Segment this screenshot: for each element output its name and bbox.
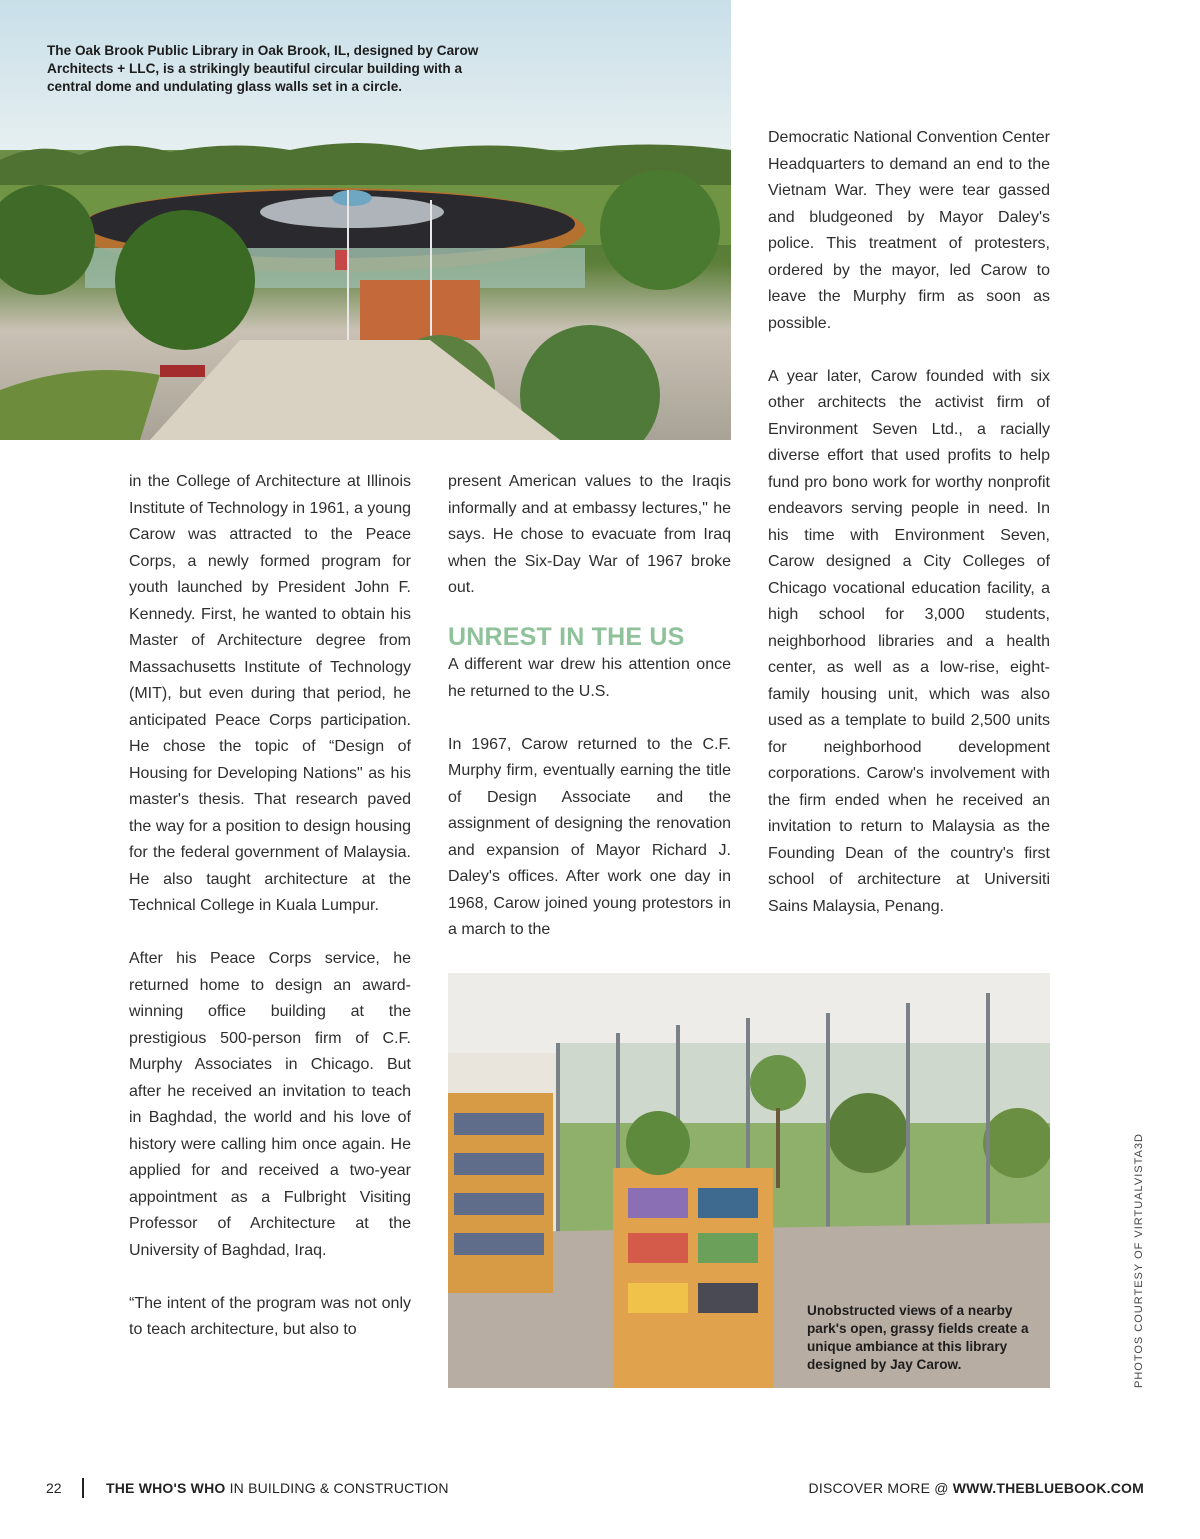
library-exterior-photo <box>0 0 731 440</box>
publication-name <box>106 1480 449 1496</box>
footer-divider <box>82 1478 84 1498</box>
article-column-2 <box>448 469 731 970</box>
library-interior-photo <box>448 973 1050 1388</box>
article-column-1 <box>129 469 411 1370</box>
paragraph: After his Peace Corps service, he returned home to design an award-winning office building at the prestigious 500-person firm of C.F. Murphy Associates in Chicago. But after he received an invitation to teach in Baghdad, the world and his love of history were calling him once again. He applied for and received a two-year appointment as a Fulbright Visiting Professor of Architecture at the University of Baghdad, Iraq. <box>129 950 411 1259</box>
paragraph: in the College of Architecture at Illinois Institute of Technology in 1961, a young Carow was attracted to the Peace Corps, a newly formed program for youth launched by President John F. Kennedy. First, he wanted to obtain his Master of Architecture degree from Massachusetts Institute of Technology (MIT), but even during that period, he anticipated Peace Corps participation. He chose the topic of “Design of Housing for Developing Nations" as his master's thesis. That research paved the way for a position to design housing for the federal government of Malaysia. He also taught architecture at the Technical College in Kuala Lumpur. <box>129 473 411 914</box>
article-column-3 <box>768 125 1050 947</box>
page-number: 22 <box>46 1480 62 1496</box>
paragraph: In 1967, Carow returned to the C.F. Murphy firm, eventually earning the title of Design Associate and the assignment of designing the renovation and expansion of Mayor Richard J. Daley's offices. After work one day in 1968, Carow joined young protestors in a march to the <box>448 735 731 938</box>
page-footer <box>0 1476 1200 1500</box>
bottom-photo-caption: Unobstructed views of a nearby park's open, grassy fields create a unique ambiance at this library designed by Jay Carow. <box>807 1303 1029 1372</box>
discover-more <box>809 1480 1144 1496</box>
top-photo-caption: The Oak Brook Public Library in Oak Brook, IL, designed by Carow Architects + LLC, is a strikingly beautiful circular building with a central dome and undulating glass walls set in a circle. <box>47 43 479 94</box>
paragraph: present American values to the Iraqis informally and at embassy lectures," he says. He chose to evacuate from Iraq when the Six-Day War of 1967 broke out. <box>448 473 731 596</box>
website-link[interactable]: WWW.THEBLUEBOOK.COM <box>952 1480 1144 1496</box>
publication-name-rest: IN BUILDING & CONSTRUCTION <box>225 1480 449 1496</box>
paragraph: A year later, Carow founded with six other architects the activist firm of Environment Seven Ltd., a racially diverse effort that used profits to help fund pro bono work for worthy nonprofit endeavors serving people in need. In his time with Environment Seven, Carow designed a City Colleges of Chicago vocational education facility, a high school for 3,000 students, neighborhood libraries and a health center, as well as a low-rise, eight-family housing unit, which was also used as a template to build 2,500 units for neighborhood development corporations. Carow's involvement with the firm ended when he received an invitation to return to Malaysia as the Founding Dean of the country's first school of architecture at Universiti Sains Malaysia, Penang. <box>768 367 1050 915</box>
photo-credit: PHOTOS COURTESY OF VIRTUALVISTA3D <box>1133 1133 1145 1388</box>
section-heading: UNREST IN THE US <box>448 623 685 651</box>
publication-name-bold: THE WHO'S WHO <box>106 1480 226 1496</box>
paragraph: “The intent of the program was not only to teach architecture, but also to <box>129 1294 411 1338</box>
paragraph: A different war drew his attention once he returned to the U.S. <box>448 656 731 700</box>
paragraph: Democratic National Convention Center Headquarters to demand an end to the Vietnam War. They were tear gassed and bludgeoned by Mayor Daley's police. This treatment of protesters, ordered by the mayor, led Carow to leave the Murphy firm as soon as possible. <box>768 129 1050 332</box>
discover-prefix: DISCOVER MORE @ <box>808 1480 953 1496</box>
